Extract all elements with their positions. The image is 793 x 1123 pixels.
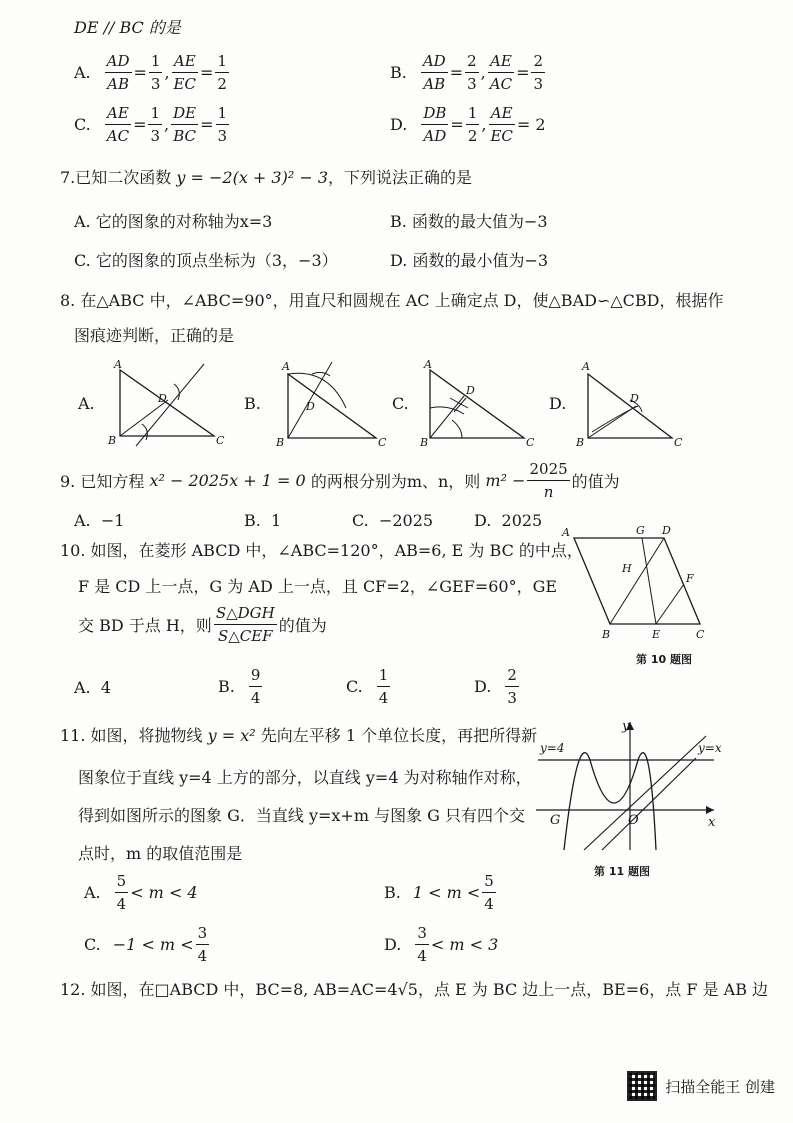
qr-code-icon [627, 1071, 657, 1101]
q9-option-d: D. 2025 [474, 511, 543, 530]
svg-text:D: D [466, 384, 475, 397]
q8-option-d-label: D. [549, 394, 567, 413]
q11-option-c: C. −1 < m < $\frac{3}{4}$ [84, 924, 208, 965]
svg-text:B: B [108, 434, 117, 447]
svg-text:A: A [424, 358, 432, 371]
q12-stem: 12. 如图，在□ABCD 中，BC=8, AB=AC=4√5，点 E 为 BC 边上一点，BE=6，点 F 是 AB 边 [60, 980, 769, 999]
svg-text:O: O [628, 813, 639, 828]
q7-option-c: C. 它的图象的顶点坐标为（3，−3） [74, 251, 338, 270]
q6-option-a: A. $\frac{AD}{AB}$ = $\frac{1}{3}$ , $\frac{AE}{EC}$ = $\frac{1}{2}$ [74, 52, 227, 93]
q10-figure-rhombus [560, 524, 730, 644]
q9-option-c: C. −2025 [352, 511, 434, 530]
q11-figure-graph [536, 716, 736, 856]
q8-figure-d [576, 360, 701, 450]
q9-stem: 9. 已知方程 x² − 2025x + 1 = 0 的两根分别为m、n，则 m² − $\frac{2025}{n}$ 的值为 [60, 460, 620, 501]
q10-stem-line2: F 是 CD 上一点，G 为 AD 上一点，且 CF=2，∠GEF=60°，GE [78, 577, 558, 596]
q11-option-d: D. $\frac{3}{4}$ < m < 3 [384, 924, 499, 965]
q10-option-b: B. $\frac{9}{4}$ [218, 666, 261, 707]
q10-option-d: D. $\frac{2}{3}$ [474, 666, 517, 707]
svg-text:A: A [562, 526, 570, 539]
q10-option-a: A. 4 [74, 678, 111, 697]
q11-stem-line3: 得到如图所示的图象 G．当直线 y=x+m 与图象 G 只有四个交 [78, 806, 526, 825]
q11-option-b: B. 1 < m < $\frac{5}{4}$ [384, 872, 494, 913]
q10-stem-line1: 10. 如图，在菱形 ABCD 中，∠ABC=120°，AB=6, E 为 BC 的中点， [60, 541, 583, 560]
q6-option-c: C. $\frac{AE}{AC}$ = $\frac{1}{3}$ , $\frac{DE}{BC}$ = $\frac{1}{3}$ [74, 104, 228, 145]
q8-figure-c [420, 360, 540, 450]
svg-text:H: H [622, 562, 632, 575]
svg-text:B: B [276, 436, 285, 449]
q8-option-c-label: C. [392, 394, 409, 413]
q8-figure-b [272, 360, 397, 450]
svg-text:D: D [158, 392, 167, 405]
svg-text:A: A [582, 360, 590, 373]
svg-text:B: B [602, 628, 611, 641]
q7-stem: 7.已知二次函数 y = −2(x + 3)² − 3，下列说法正确的是 [60, 168, 473, 187]
q11-stem-line1: 11. 如图，将抛物线 y = x² 先向左平移 1 个单位长度，再把所得新 [60, 726, 538, 745]
q10-option-c: C. $\frac{1}{4}$ [346, 666, 389, 707]
q8-figure-a [108, 360, 233, 450]
q7-option-b: B. 函数的最大值为−3 [390, 212, 548, 231]
svg-text:C: C [526, 436, 535, 449]
q9-option-a: A. −1 [74, 511, 125, 530]
q11-caption: 第 11 题图 [594, 865, 650, 878]
q6-stem: DE // BC 的是 [74, 18, 181, 37]
svg-text:C: C [216, 434, 225, 447]
svg-text:A: A [114, 358, 122, 371]
svg-text:D: D [306, 400, 315, 413]
q7-option-a: A. 它的图象的对称轴为x=3 [74, 212, 273, 231]
q8-option-b-label: B. [244, 394, 261, 413]
svg-text:D: D [630, 392, 639, 405]
q8-option-a-label: A. [78, 394, 95, 413]
q7-option-d: D. 函数的最小值为−3 [390, 251, 549, 270]
scanner-watermark [627, 1071, 775, 1101]
q8-stem-line2: 图痕迹判断，正确的是 [74, 326, 235, 345]
svg-text:G: G [636, 524, 645, 537]
q6-option-d: D. $\frac{DB}{AD}$ = $\frac{1}{2}$ , $\frac{AE}{EC}$ = 2 [390, 104, 546, 145]
svg-text:B: B [420, 436, 429, 449]
q10-stem-line3: 交 BD 于点 H，则 $\frac{\text{S△DGH}}{\text{S△CEF}}$ 的值为 [78, 604, 327, 645]
scanner-app-label: 扫描全能王 创建 [665, 1077, 775, 1096]
q11-stem-line4: 点时，m 的取值范围是 [78, 844, 243, 863]
svg-text:C: C [696, 628, 705, 641]
svg-text:y=4: y=4 [540, 741, 565, 755]
svg-text:F: F [686, 572, 694, 585]
svg-text:B: B [576, 436, 585, 449]
q11-option-a: A. $\frac{5}{4}$ < m < 4 [84, 872, 198, 913]
svg-text:E: E [652, 628, 661, 641]
svg-text:x: x [708, 815, 716, 830]
svg-text:G: G [550, 813, 561, 828]
svg-text:C: C [674, 436, 683, 449]
svg-text:y: y [622, 719, 630, 734]
q8-stem-line1: 8. 在△ABC 中，∠ABC=90°，用直尺和圆规在 AC 上确定点 D，使△BAD∽△CBD，根据作 [60, 291, 724, 310]
q9-option-b: B. 1 [244, 511, 282, 530]
svg-text:C: C [378, 436, 387, 449]
q10-caption: 第 10 题图 [636, 653, 692, 666]
svg-text:D: D [662, 524, 671, 537]
svg-text:A: A [282, 360, 290, 373]
svg-text:y=x: y=x [698, 741, 722, 755]
q11-stem-line2: 图象位于直线 y=4 上方的部分，以直线 y=4 为对称轴作对称， [78, 768, 532, 787]
q6-option-b: B. $\frac{AD}{AB}$ = $\frac{2}{3}$ , $\frac{AE}{AC}$ = $\frac{2}{3}$ [390, 52, 544, 93]
